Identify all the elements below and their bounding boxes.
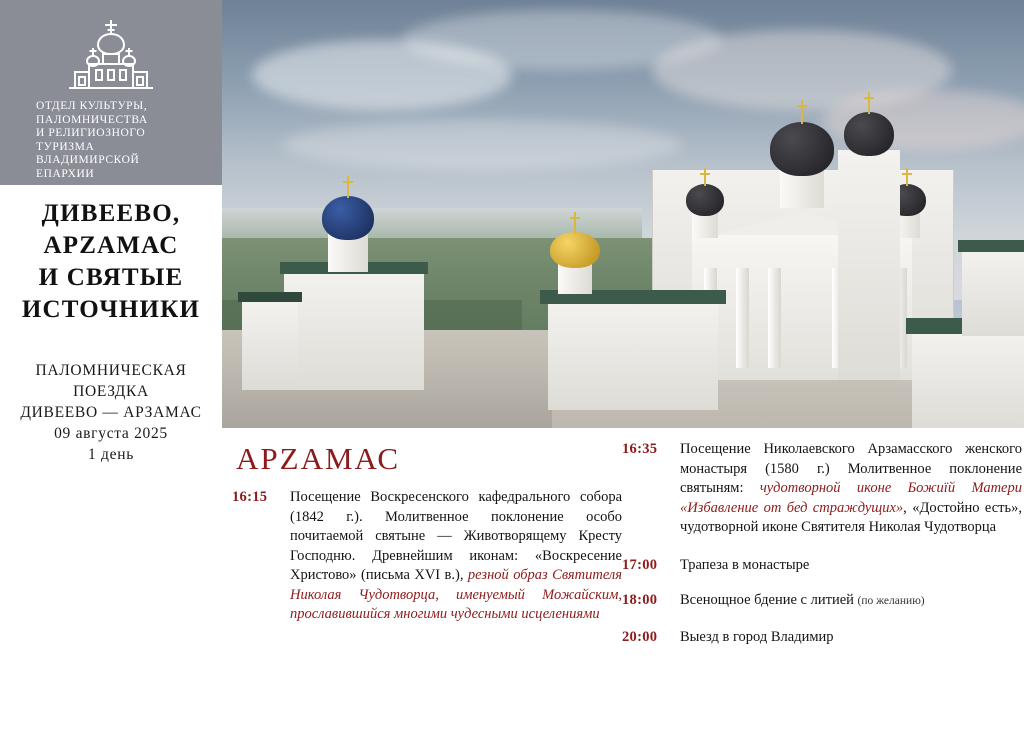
entry-description <box>290 488 622 625</box>
org-line-4: ВЛАДИМИРСКОЙ ЕПАРХИИ <box>36 154 140 180</box>
header-photo <box>222 0 1024 428</box>
cross <box>801 100 803 124</box>
corner-dome <box>686 184 724 216</box>
entry-text-accent: чудотворной иконе Божиїй Матери «Избавление от бед страждущих» <box>680 480 1022 516</box>
right-building <box>912 330 1024 428</box>
org-line-2: ПАЛОМНИЧЕСТВА <box>36 113 148 126</box>
entry-time: 16:35 <box>622 441 658 457</box>
title-line-4: ИСТОЧНИКИ <box>21 296 201 323</box>
subtitle-line-3: ДИВЕЕВО — АРЗАМАС <box>20 404 202 421</box>
schedule-entry <box>232 488 622 625</box>
title-line-1: ДИВЕЕВО, <box>41 200 181 227</box>
entry-time: 18:00 <box>622 592 658 608</box>
cross <box>704 168 706 186</box>
entry-description: Выезд в город Владимир <box>680 628 834 645</box>
entry-time: 16:15 <box>232 489 268 505</box>
cross <box>906 168 908 186</box>
schedule-section <box>222 428 1024 735</box>
right-building-2-roof <box>958 240 1024 252</box>
entry-text-normal: Посещение Воскресенского кафедрального собора (1842 г.). Молитвенное поклонение особо почитаемой святыне — Животворящему Кресту Господню. Древнейшим иконам: «Воскресение Христово» (письма XVI в.), <box>290 489 622 583</box>
title-line-3: И СВЯТЫЕ <box>38 264 184 291</box>
org-line-3: И РЕЛИГИОЗНОГО ТУРИЗМА <box>36 127 146 153</box>
left-annex-roof <box>238 292 302 302</box>
subtitle-line-2: ПОЕЗДКА <box>73 383 149 400</box>
bell-tower <box>838 150 900 380</box>
subtitle-line-1: ПАЛОМНИЧЕСКАЯ <box>35 362 187 379</box>
entry-time: 20:00 <box>622 628 658 645</box>
city-title: АРZАМАС <box>236 441 401 476</box>
page-title <box>0 198 222 326</box>
gold-dome <box>550 232 600 268</box>
column <box>768 268 781 368</box>
entry-text-normal: Посещение Николаевского Арзамасского женского монастыря (1580 г.) Молитвенное поклонение святыням: <box>680 441 1022 496</box>
entry-text-note: (по желанию) <box>857 595 925 607</box>
blue-dome <box>322 196 374 240</box>
subtitle-date: 09 августа 2025 <box>54 425 168 442</box>
right-building-2 <box>962 250 1024 336</box>
cross <box>574 212 576 234</box>
bell-tower-dome <box>844 112 894 156</box>
entry-description <box>680 591 1022 612</box>
entry-text-normal: Всенощное бдение с литией <box>680 592 858 608</box>
schedule-entry <box>622 440 1022 538</box>
cloud <box>282 120 682 170</box>
entry-description: Трапеза в монастыре <box>680 556 810 573</box>
entry-text-normal-2: , «Достойно есть», чудотворной иконе Святителя Николая Чудотворца <box>680 499 1022 535</box>
entry-text-accent: резной образ Святителя Николая Чудотворца, именуемый Можайским, прославившийся многими чудесными исцелениями <box>290 567 622 622</box>
logo-block <box>0 0 222 185</box>
schedule-entry <box>622 628 1022 648</box>
central-dome <box>770 122 834 176</box>
trip-subtitle <box>0 360 222 465</box>
entry-time: 17:00 <box>622 556 658 573</box>
cross <box>868 92 870 114</box>
schedule-entry <box>622 556 1022 576</box>
schedule-column-right <box>622 440 1022 659</box>
cross <box>347 176 349 198</box>
org-line-1: ОТДЕЛ КУЛЬТУРЫ, <box>36 100 148 112</box>
title-line-2: АРZАМАС <box>43 232 179 259</box>
schedule-entry <box>622 591 1022 612</box>
subtitle-duration: 1 день <box>88 446 134 463</box>
sidebar <box>0 0 222 735</box>
gold-church-body <box>548 300 718 410</box>
left-church-body <box>284 270 424 390</box>
left-annex <box>242 300 298 390</box>
schedule-column-left <box>232 488 622 637</box>
orthodox-church-icon <box>59 12 163 92</box>
column <box>736 268 749 368</box>
organization-name <box>36 100 186 181</box>
entry-description <box>680 440 1022 538</box>
